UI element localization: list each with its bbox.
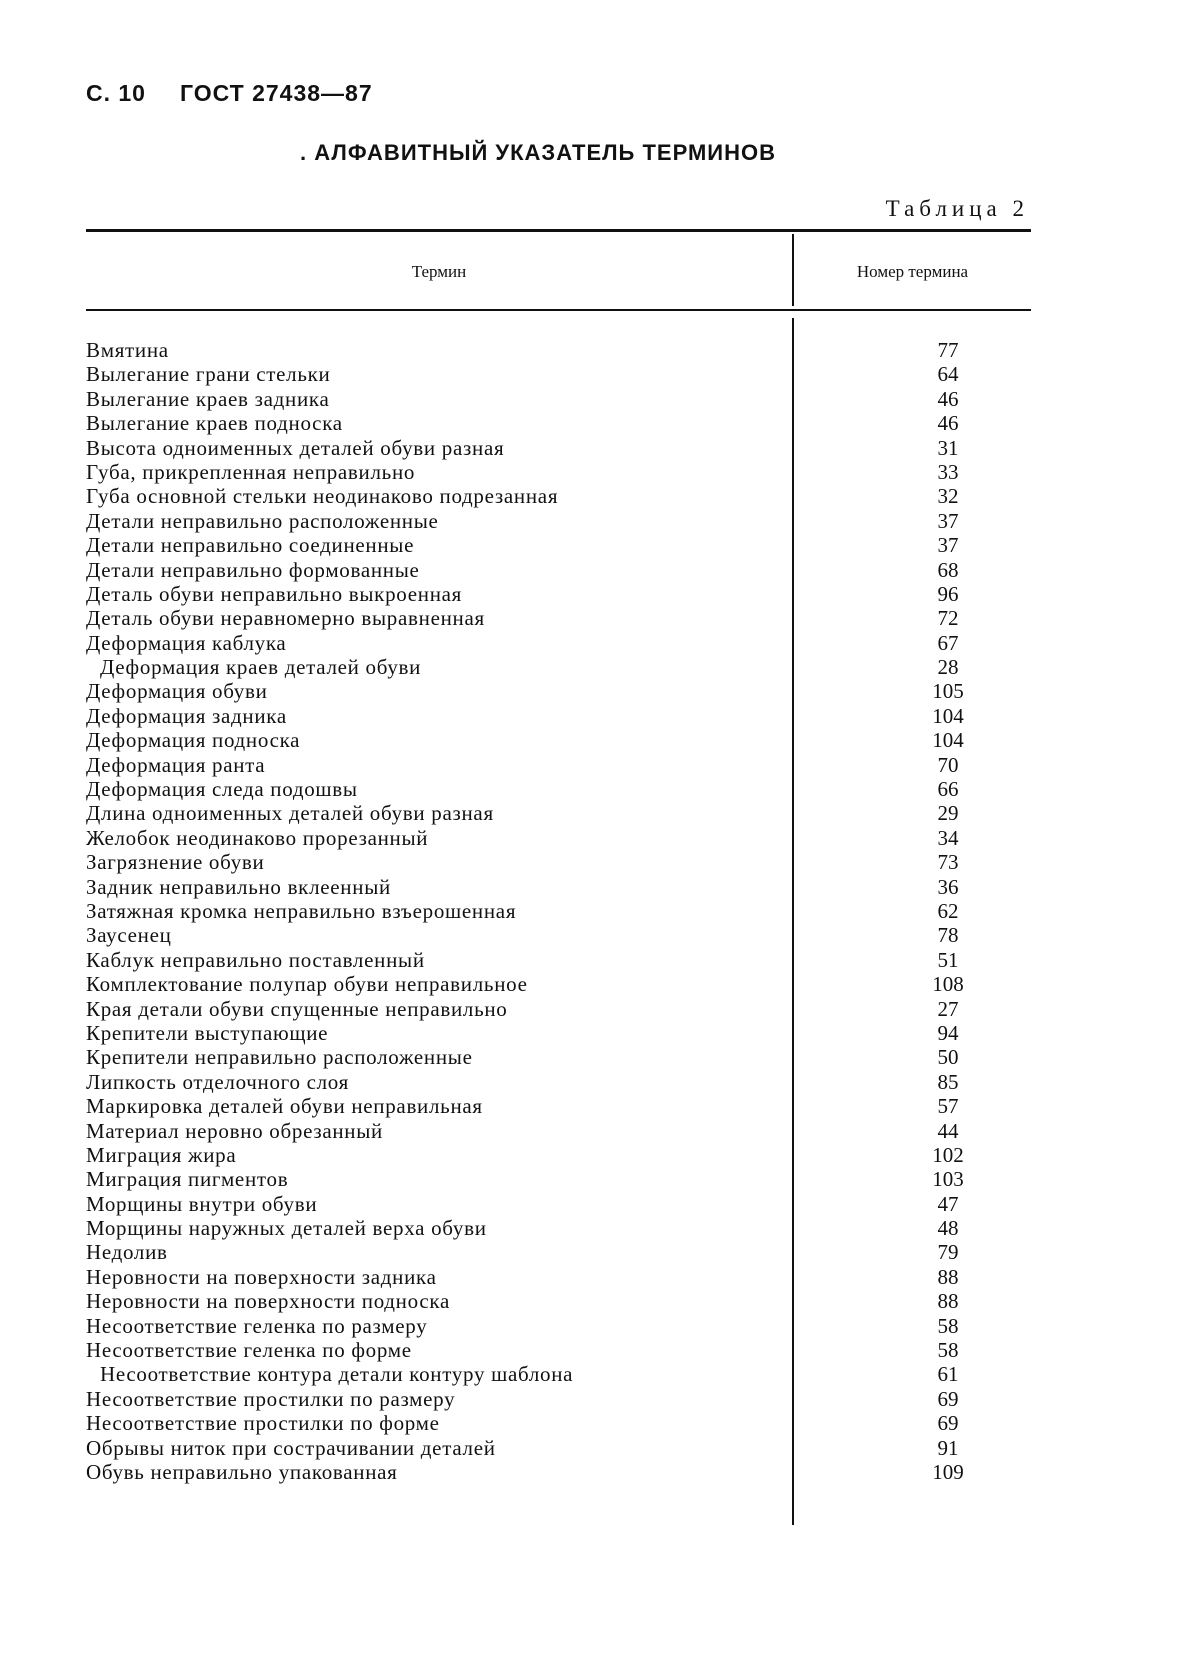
term-cell: Деталь обуви неравномерно выравненная — [86, 606, 485, 631]
table-row — [86, 777, 1031, 801]
term-number-cell: 78 — [937, 923, 959, 948]
table-row — [86, 387, 1031, 411]
table-row — [86, 1216, 1031, 1240]
term-number-cell: 62 — [937, 898, 959, 923]
term-number-cell: 73 — [937, 850, 959, 875]
table-row — [86, 484, 1031, 508]
term-number-cell: 50 — [937, 1045, 959, 1070]
term-cell: Загрязнение обуви — [86, 850, 265, 875]
term-cell: Деформация ранта — [86, 752, 266, 777]
table-row — [86, 1021, 1031, 1045]
term-cell: Несоответствие простилки по форме — [86, 1411, 440, 1436]
term-number-cell: 67 — [937, 630, 959, 655]
term-number-cell: 66 — [937, 777, 959, 802]
term-cell: Миграция жира — [86, 1142, 237, 1167]
term-number-cell: 37 — [937, 508, 959, 533]
table-row — [86, 509, 1031, 533]
table-row — [86, 338, 1031, 362]
term-cell: Каблук неправильно поставленный — [86, 947, 425, 972]
table-row — [86, 875, 1031, 899]
term-cell: Недолив — [86, 1240, 168, 1265]
term-cell: Неровности на поверхности подноска — [86, 1289, 450, 1314]
table-row — [86, 801, 1031, 825]
term-number-cell: 102 — [932, 1142, 964, 1167]
table-row — [86, 558, 1031, 582]
term-number-cell: 32 — [937, 484, 959, 509]
term-cell: Деформация краев деталей обуви — [100, 655, 422, 680]
term-cell: Вылегание краев подноска — [86, 411, 343, 436]
table-row — [86, 533, 1031, 557]
term-number-cell: 91 — [937, 1435, 959, 1460]
term-number-cell: 94 — [937, 1020, 959, 1045]
term-number-cell: 77 — [937, 338, 959, 362]
term-cell: Высота одноименных деталей обуви разная — [86, 435, 505, 460]
term-number-cell: 69 — [937, 1411, 959, 1436]
term-cell: Края детали обуви спущенные неправильно — [86, 996, 508, 1021]
term-number-cell: 34 — [937, 825, 959, 850]
column-header-term: Термин — [411, 262, 467, 281]
table-row — [86, 436, 1031, 460]
term-number-cell: 33 — [937, 459, 959, 484]
term-number-cell: 105 — [932, 679, 964, 704]
term-cell: Деталь обуви неправильно выкроенная — [86, 581, 463, 606]
table-label: Таблица 2 — [885, 196, 1029, 221]
table-row — [86, 1045, 1031, 1069]
term-cell: Маркировка деталей обуви неправильная — [86, 1094, 483, 1119]
term-number-cell: 46 — [937, 411, 959, 436]
table-row — [86, 1070, 1031, 1094]
term-cell: Детали неправильно расположенные — [86, 508, 439, 533]
page-title: . АЛФАВИТНЫЙ УКАЗАТЕЛЬ ТЕРМИНОВ — [300, 140, 776, 165]
table-row — [86, 582, 1031, 606]
table-row — [86, 631, 1031, 655]
table-row — [86, 362, 1031, 386]
table-row — [86, 899, 1031, 923]
term-number-cell: 61 — [937, 1362, 959, 1387]
table-header-rule — [86, 309, 1031, 311]
term-cell: Деформация задника — [86, 703, 287, 728]
term-number-cell: 48 — [937, 1216, 959, 1241]
term-number-cell: 79 — [937, 1240, 959, 1265]
table-row — [86, 1119, 1031, 1143]
term-number-cell: 47 — [937, 1191, 959, 1216]
term-number-cell: 46 — [937, 386, 959, 411]
term-cell: Затяжная кромка неправильно взъерошенная — [86, 898, 517, 923]
table-row — [86, 1436, 1031, 1460]
term-number-cell: 69 — [937, 1386, 959, 1411]
term-cell: Желобок неодинаково прорезанный — [86, 825, 429, 850]
term-cell: Обрывы ниток при сострачивании деталей — [86, 1435, 496, 1460]
term-number-cell: 58 — [937, 1338, 959, 1363]
term-number-cell: 31 — [937, 435, 959, 460]
term-number-cell: 57 — [937, 1094, 959, 1119]
term-cell: Вылегание краев задника — [86, 386, 330, 411]
table-row — [86, 655, 1031, 679]
term-number-cell: 103 — [932, 1167, 964, 1192]
table-row — [86, 948, 1031, 972]
page-header — [86, 80, 586, 112]
term-cell: Губа, прикрепленная неправильно — [86, 459, 416, 484]
table-row — [86, 1387, 1031, 1411]
table-row — [86, 704, 1031, 728]
term-cell: Задник неправильно вклеенный — [86, 874, 391, 899]
table-row — [86, 1411, 1031, 1435]
term-cell: Губа основной стельки неодинаково подрезанная — [86, 484, 559, 509]
table-row — [86, 1460, 1031, 1484]
term-cell: Комплектование полупар обуви неправильное — [86, 972, 528, 997]
table-row — [86, 1362, 1031, 1386]
term-cell: Деформация следа подошвы — [86, 777, 358, 802]
term-number-cell: 88 — [937, 1264, 959, 1289]
term-cell: Длина одноименных деталей обуви разная — [86, 801, 494, 826]
term-number-cell: 51 — [937, 947, 959, 972]
term-number-cell: 109 — [932, 1459, 964, 1484]
term-number-cell: 70 — [937, 752, 959, 777]
table-row — [86, 972, 1031, 996]
table-row — [86, 1265, 1031, 1289]
term-number-cell: 96 — [937, 581, 959, 606]
term-cell: Морщины наружных деталей верха обуви — [86, 1216, 487, 1241]
table-row — [86, 460, 1031, 484]
table-row — [86, 826, 1031, 850]
term-cell: Крепители выступающие — [86, 1020, 329, 1045]
term-cell: Деформация подноска — [86, 728, 301, 753]
term-number-cell: 104 — [932, 703, 964, 728]
term-cell: Крепители неправильно расположенные — [86, 1045, 473, 1070]
table-row — [86, 850, 1031, 874]
table-top-rule — [86, 229, 1031, 232]
term-number-cell: 58 — [937, 1313, 959, 1338]
term-cell: Детали неправильно соединенные — [86, 533, 415, 558]
term-cell: Вмятина — [86, 338, 169, 362]
table-row — [86, 1143, 1031, 1167]
term-number-cell: 36 — [937, 874, 959, 899]
term-number-cell: 88 — [937, 1289, 959, 1314]
table-row — [86, 606, 1031, 630]
column-header-number: Номер термина — [856, 262, 969, 281]
table-row — [86, 1192, 1031, 1216]
table-row — [86, 1167, 1031, 1191]
term-number-cell: 72 — [937, 606, 959, 631]
table-row — [86, 1338, 1031, 1362]
term-number-cell: 28 — [937, 655, 959, 680]
term-number-cell: 68 — [937, 557, 959, 582]
term-cell: Заусенец — [86, 923, 172, 948]
term-cell: Морщины внутри обуви — [86, 1191, 318, 1216]
table-row — [86, 679, 1031, 703]
term-cell: Деформация каблука — [86, 630, 287, 655]
table-row — [86, 1240, 1031, 1264]
term-number-cell: 44 — [937, 1118, 959, 1143]
term-cell: Несоответствие контура детали контуру шаблона — [100, 1362, 574, 1387]
term-number-cell: 108 — [932, 972, 964, 997]
term-cell: Миграция пигментов — [86, 1167, 289, 1192]
table-row — [86, 1314, 1031, 1338]
term-cell: Деформация обуви — [86, 679, 268, 704]
term-number-cell: 27 — [937, 996, 959, 1021]
term-cell: Липкость отделочного слоя — [86, 1069, 349, 1094]
term-cell: Материал неровно обрезанный — [86, 1118, 383, 1143]
term-cell: Неровности на поверхности задника — [86, 1264, 437, 1289]
term-index-table — [86, 338, 1031, 1484]
table-row — [86, 411, 1031, 435]
term-number-cell: 85 — [937, 1069, 959, 1094]
term-number-cell: 37 — [937, 533, 959, 558]
table-row — [86, 1094, 1031, 1118]
term-cell: Несоответствие геленка по размеру — [86, 1313, 428, 1338]
page-number: С. 10 — [86, 80, 146, 106]
term-cell: Несоответствие простилки по размеру — [86, 1386, 456, 1411]
table-row — [86, 997, 1031, 1021]
term-cell: Обувь неправильно упакованная — [86, 1459, 398, 1484]
table-row — [86, 1289, 1031, 1313]
term-cell: Детали неправильно формованные — [86, 557, 420, 582]
table-row — [86, 753, 1031, 777]
standard-code: ГОСТ 27438—87 — [179, 80, 373, 106]
term-number-cell: 29 — [937, 801, 959, 826]
table-row — [86, 923, 1031, 947]
term-number-cell: 104 — [932, 728, 964, 753]
term-cell: Вылегание грани стельки — [86, 362, 331, 387]
term-number-cell: 64 — [937, 362, 959, 387]
table-row — [86, 728, 1031, 752]
term-cell: Несоответствие геленка по форме — [86, 1338, 412, 1363]
